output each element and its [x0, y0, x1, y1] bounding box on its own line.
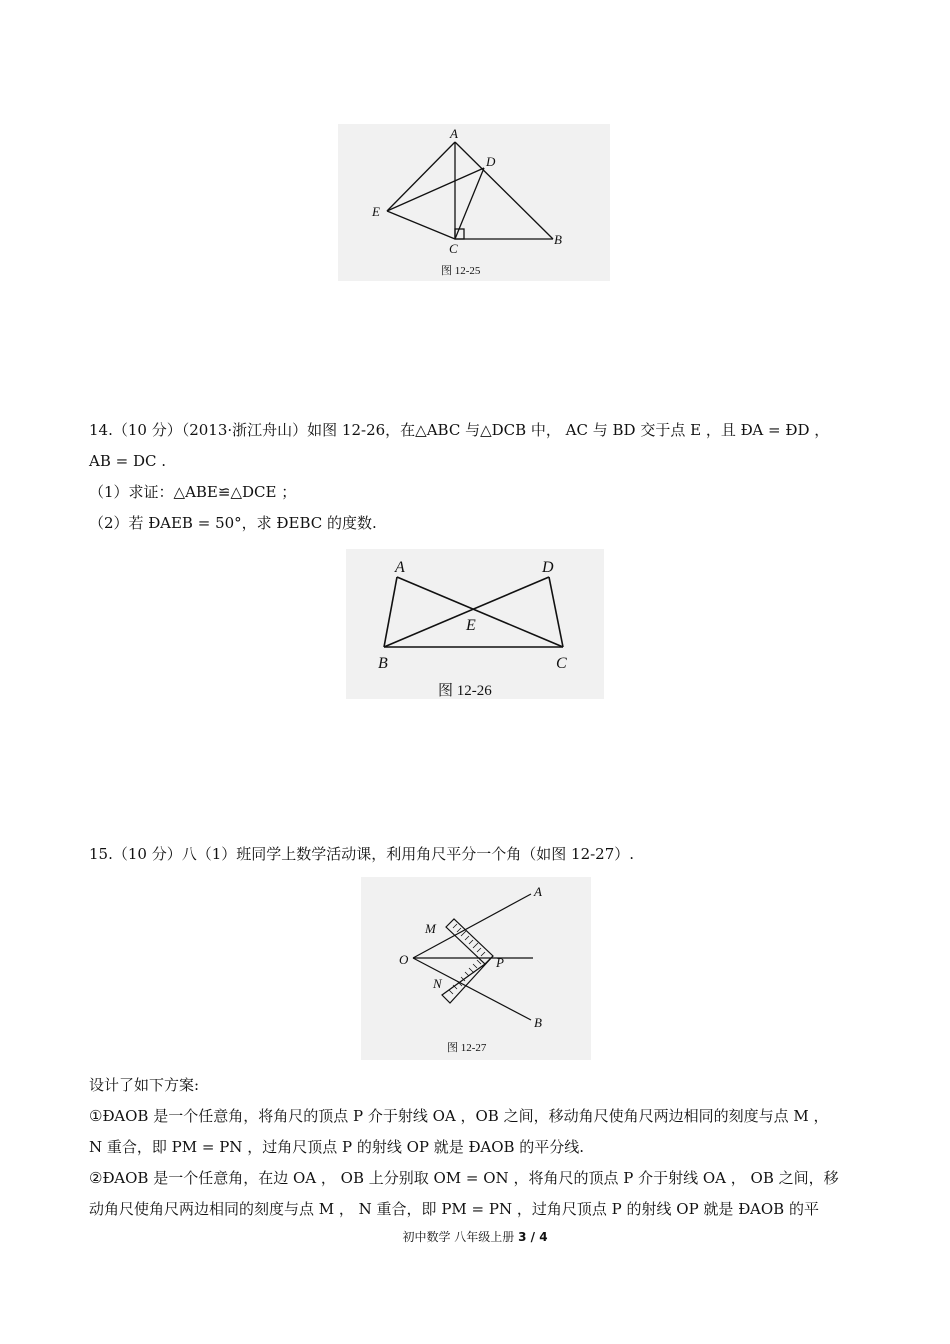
figure-12-25 [338, 124, 610, 281]
square-ruler-upper-arm [446, 919, 493, 964]
plan-intro: 设计了如下方案: [89, 1076, 200, 1094]
label-B: B [534, 1015, 542, 1030]
figure-caption: 图 12-26 [438, 683, 492, 699]
plan-2-line2: 动角尺使角尺两边相同的刻度与点 M ， N 重合，即 PM = PN ，过角尺顶点 P 的射线 OP 就是 ÐAOB 的平 [89, 1200, 819, 1218]
plan-1-line2: N 重合，即 PM = PN ，过角尺顶点 P 的射线 OP 就是 ÐAOB 的平分线. [89, 1138, 585, 1156]
figure-12-25-drawing [338, 124, 610, 281]
label-N: N [433, 976, 442, 991]
label-A: A [534, 884, 542, 899]
figure-12-27-drawing [361, 877, 591, 1060]
footer-page-number: 3 / 4 [518, 1230, 548, 1244]
label-A: A [450, 126, 458, 141]
q14-line1: 14.（10 分）（2013·浙江舟山）如图 12-26，在△ABC 与△DCB 中， AC 与 BD 交于点 E ，且 ÐA = ÐD ， [89, 421, 830, 439]
figure-12-26 [346, 549, 604, 699]
label-E: E [372, 204, 380, 219]
label-A: A [395, 559, 405, 576]
segment-AB [455, 142, 553, 239]
label-C: C [556, 655, 567, 672]
segment-AE [387, 142, 455, 211]
figure-12-27 [361, 877, 591, 1060]
footer-subject: 初中数学 八年级上册 [402, 1230, 515, 1244]
segment-DB [384, 577, 549, 647]
label-B: B [554, 232, 562, 247]
plan-2-line1: ②ÐAOB 是一个任意角，在边 OA ， OB 上分别取 OM = ON ，将角尺的顶点 P 介于射线 OA ， OB 之间，移 [89, 1169, 839, 1187]
q14-part2: （2）若 ÐAEB = 50°，求 ÐEBC 的度数. [89, 514, 377, 532]
figure-caption: 图 12-27 [447, 1042, 487, 1054]
figure-12-26-drawing [346, 549, 604, 699]
label-D: D [542, 559, 554, 576]
label-D: D [486, 154, 496, 169]
plan-1-line1: ①ÐAOB 是一个任意角，将角尺的顶点 P 介于射线 OA ，OB 之间，移动角尺使角尺两边相同的刻度与点 M ， [89, 1107, 829, 1125]
q14-line2: AB = DC . [89, 452, 166, 470]
page-footer [0, 1228, 950, 1245]
label-M: M [425, 921, 436, 936]
ray-OB [413, 958, 531, 1020]
label-O: O [399, 952, 409, 967]
label-C: C [449, 241, 458, 256]
segment-EC [387, 211, 455, 239]
segment-AB [384, 577, 397, 647]
label-B: B [378, 655, 388, 672]
label-P: P [496, 955, 504, 970]
q15-line1: 15.（10 分）八（1）班同学上数学活动课，利用角尺平分一个角（如图 12-27）. [89, 845, 635, 863]
figure-caption: 图 12-25 [441, 265, 481, 277]
label-E: E [466, 617, 476, 634]
q14-part1: （1）求证：△ABE≌△DCE ； [89, 483, 297, 501]
segment-AC [397, 577, 563, 647]
segment-DC [549, 577, 563, 647]
